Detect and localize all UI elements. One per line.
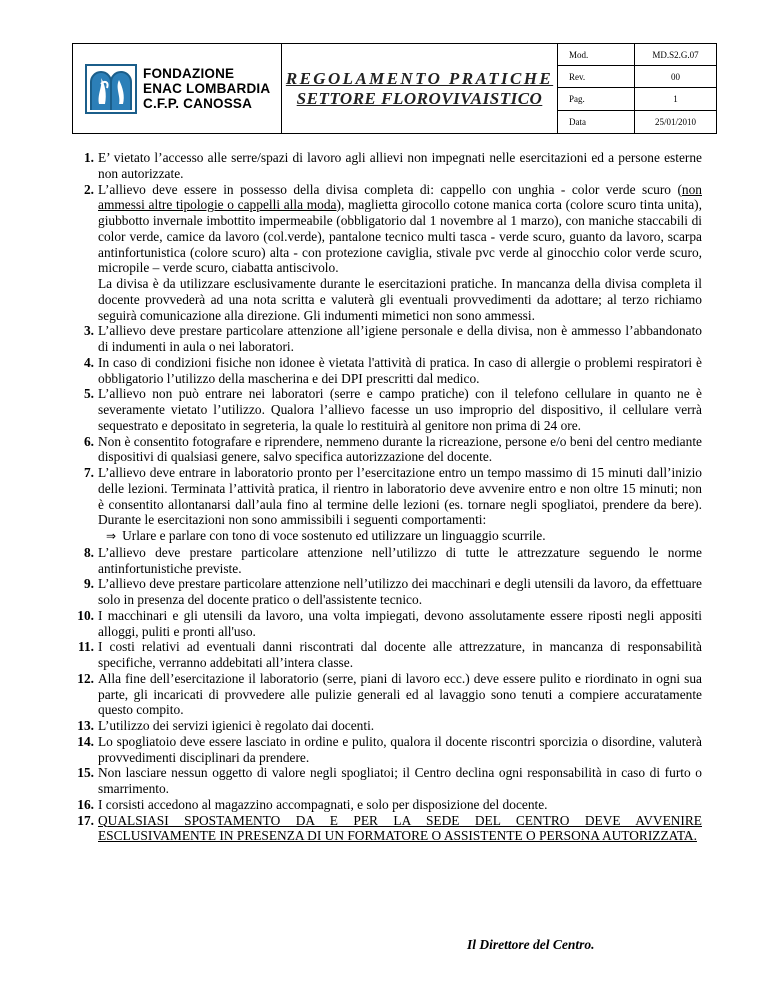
rule-item: [66, 150, 702, 182]
canossa-logo-icon: [85, 64, 137, 114]
rule-text: L’allievo deve prestare particolare attenzione nell’utilizzo dei macchinari e degli utensili da lavoro, da effettuare solo in presenza del docente pratico o dell'assistente tecnico.: [98, 576, 702, 607]
rule-item: [66, 386, 702, 433]
rule-text-part: L’allievo deve entrare in laboratorio pronto per l’esercitazione entro un tempo massimo di 15 minuti dall’inizio delle lezioni. Terminata l’attività pratica, il rientro in laboratorio deve avvenire entro e non oltre 15 minuti; non è consentito allontanarsi dall’aula fino al termine delle lezioni (es. tornare negli spogliatoi, prendere da bere). Durante le esercitazioni non sono ammissibili i seguenti comportamenti:: [98, 465, 702, 528]
meta-label-data: Data: [558, 111, 635, 134]
rule-text: E’ vietato l’accesso alle serre/spazi di lavoro agli allievi non impegnati nelle esercitazioni ed a persone esterne non autorizzate.: [98, 150, 702, 181]
rule-item: [66, 323, 702, 355]
rule-number: 11.: [78, 639, 94, 655]
document-header: [72, 43, 717, 134]
rule-item: [66, 434, 702, 466]
rule-number: 2.: [83, 181, 94, 197]
rule-item: [66, 765, 702, 797]
rule-text: L’allievo deve prestare particolare attenzione nell’utilizzo di tutte le attrezzature seguendo le norme antinfortunistiche previste.: [98, 544, 702, 576]
rule-item: [66, 718, 702, 734]
rule-text: L’utilizzo dei servizi igienici è regolato dai docenti.: [98, 718, 375, 733]
meta-label-pag: Pag.: [558, 88, 635, 111]
rule-text: Non è consentito fotografare e riprendere, nemmeno durante la ricreazione, persone e/o beni del centro mediante dispositivi di qualsiasi genere, salvo specifica autorizzazione del docente.: [98, 433, 702, 465]
rule-item: [66, 465, 702, 545]
meta-label-mod: Mod.: [558, 44, 635, 66]
rule-text: [98, 465, 702, 545]
document-title: [282, 44, 558, 134]
rule-text: L’allievo deve prestare particolare attenzione all’igiene personale e della divisa, non è ammesso l’abbandonato di indumenti in aula o nei laboratori.: [98, 323, 702, 354]
rule-number: 12.: [77, 670, 94, 686]
rule-underlined-text: non ammessi altre tipologie o cappelli alla moda: [98, 181, 702, 213]
rule-text: Non lasciare nessun oggetto di valore negli spogliatoi; il Centro declina ogni responsabilità in caso di furto o smarrimento.: [98, 765, 702, 796]
rule-number: 3.: [83, 323, 94, 339]
rule-number: 6.: [83, 433, 94, 449]
rule-number: 16.: [77, 796, 94, 812]
rules-list: [66, 150, 702, 844]
rule-item: [66, 734, 702, 766]
rule-item: [66, 545, 702, 577]
title-line-2: SETTORE FLOROVIVAISTICO: [296, 88, 543, 108]
rule-number: 1.: [83, 150, 94, 165]
rule-text-part: L’allievo deve essere in possesso della divisa completa di: cappello con unghia - color verde scuro (: [98, 181, 682, 197]
right-arrow-icon: ⇒: [106, 529, 117, 543]
rule-text: Lo spogliatoio deve essere lasciato in ordine e pulito, qualora il docente riscontri sporcizia o disordine, valuterà provvedimenti disciplinari da prendere.: [98, 733, 702, 765]
rule-bullet: [98, 528, 702, 545]
rule-item: [66, 813, 702, 845]
rule-number: 17.: [77, 812, 94, 828]
rule-number: 14.: [77, 733, 94, 749]
rule-extra-paragraph: La divisa è da utilizzare esclusivamente durante le esercitazioni pratiche. In mancanza della divisa completa il docente provvederà ad una nota scritta e valuterà gli eventuali provvedimenti da adottare; al terzo richiamo seguirà comunicazione alla direzione. Gli indumenti mimetici non sono ammessi.: [98, 276, 702, 323]
rule-item: [66, 182, 702, 324]
rule-item: [66, 797, 702, 813]
rule-item: [66, 355, 702, 387]
rule-text: I corsisti accedono al magazzino accompagnati, e solo per disposizione del docente.: [98, 796, 548, 812]
signature: Il Direttore del Centro.: [467, 937, 595, 952]
rule-text: I costi relativi ad eventuali danni riscontrati dal docente alle attrezzature, in mancanza di responsabilità specifiche, verranno addebitati all’intera classe.: [98, 639, 702, 670]
title-line-1: REGOLAMENTO PRATICHE: [285, 68, 554, 88]
rule-number: 8.: [83, 544, 94, 560]
rule-number: 13.: [77, 718, 94, 733]
rule-text: L’allievo non può entrare nei laboratori (serre e campo pratiche) con il telefono cellulare in quanto ne è severamente vietato l’utilizzo. Qualora l’allievo facesse un uso improprio del dispositivo, il cellulare verrà sequestrato e depositato in segreteria, la quale lo restituirà al genitore non prima di 24 ore.: [98, 386, 702, 433]
rule-number: 4.: [83, 354, 94, 370]
rule-number: 7.: [83, 465, 94, 480]
meta-value-rev: 00: [635, 66, 717, 88]
rule-number: 9.: [83, 576, 94, 592]
meta-label-rev: Rev.: [558, 66, 635, 88]
rule-text: [98, 182, 702, 324]
rule-number: 15.: [77, 765, 94, 781]
logo-line: C.F.P. CANOSSA: [143, 96, 253, 111]
rule-text: In caso di condizioni fisiche non idonee è vietata l'attività di pratica. In caso di allergie o problemi respiratori è obbligatorio l’utilizzo della mascherina e dei DPI prescritti dal medico.: [98, 354, 702, 386]
logo-cell: [73, 44, 282, 134]
rule-item: [66, 576, 702, 608]
logo-line: ENAC LOMBARDIA: [143, 81, 271, 96]
rule-text-part: ), maglietta girocollo cotone manica corta (colore scuro tinta unita), giubbotto invernale imbottito impermeabile (obbligatorio dal 1 novembre al 1 marzo), con maniche staccabili di color verde, camice da lavoro (col.verde), pantalone tecnico multi tasca - verde scuro, guanto da lavoro, scarpa antinfortunistica (colore scuro) alta - con protezione caviglia, stivale pvc verde al ginocchio color verde scuro, micropile – verde scuro, ciabatta antiscivolo.: [98, 197, 702, 276]
meta-value-data: 25/01/2010: [635, 111, 717, 134]
organization-name: [143, 66, 270, 111]
rule-item: [66, 639, 702, 671]
rule-item: [66, 608, 702, 640]
rule-item: [66, 671, 702, 718]
rule-text: QUALSIASI SPOSTAMENTO DA E PER LA SEDE DEL CENTRO DEVE AVVENIRE ESCLUSIVAMENTE IN PRESENZA DI UN FORMATORE O ASSISTENTE O PERSONA AUTORIZZATA.: [98, 812, 702, 844]
rule-text: Alla fine dell’esercitazione il laboratorio (serre, piani di lavoro ecc.) deve essere pulito e riordinato in ogni sua parte, gli incaricati di provvedere alle pulizie generali ed al lavaggio sono tenuti a compiere accuratamente questo compito.: [98, 670, 702, 718]
meta-value-mod: MD.S2.G.07: [635, 44, 717, 66]
rule-bullet-text: Urlare e parlare con tono di voce sostenuto ed utilizzare un linguaggio scurrile.: [122, 528, 546, 543]
rule-text: I macchinari e gli utensili da lavoro, una volta impiegati, devono assolutamente essere riposti negli appositi alloggi, puliti e pronti all'uso.: [98, 607, 702, 639]
logo-line: FONDAZIONE: [143, 66, 235, 81]
rule-number: 5.: [83, 386, 94, 402]
rule-number: 10.: [77, 607, 94, 623]
meta-value-pag: 1: [635, 88, 717, 111]
